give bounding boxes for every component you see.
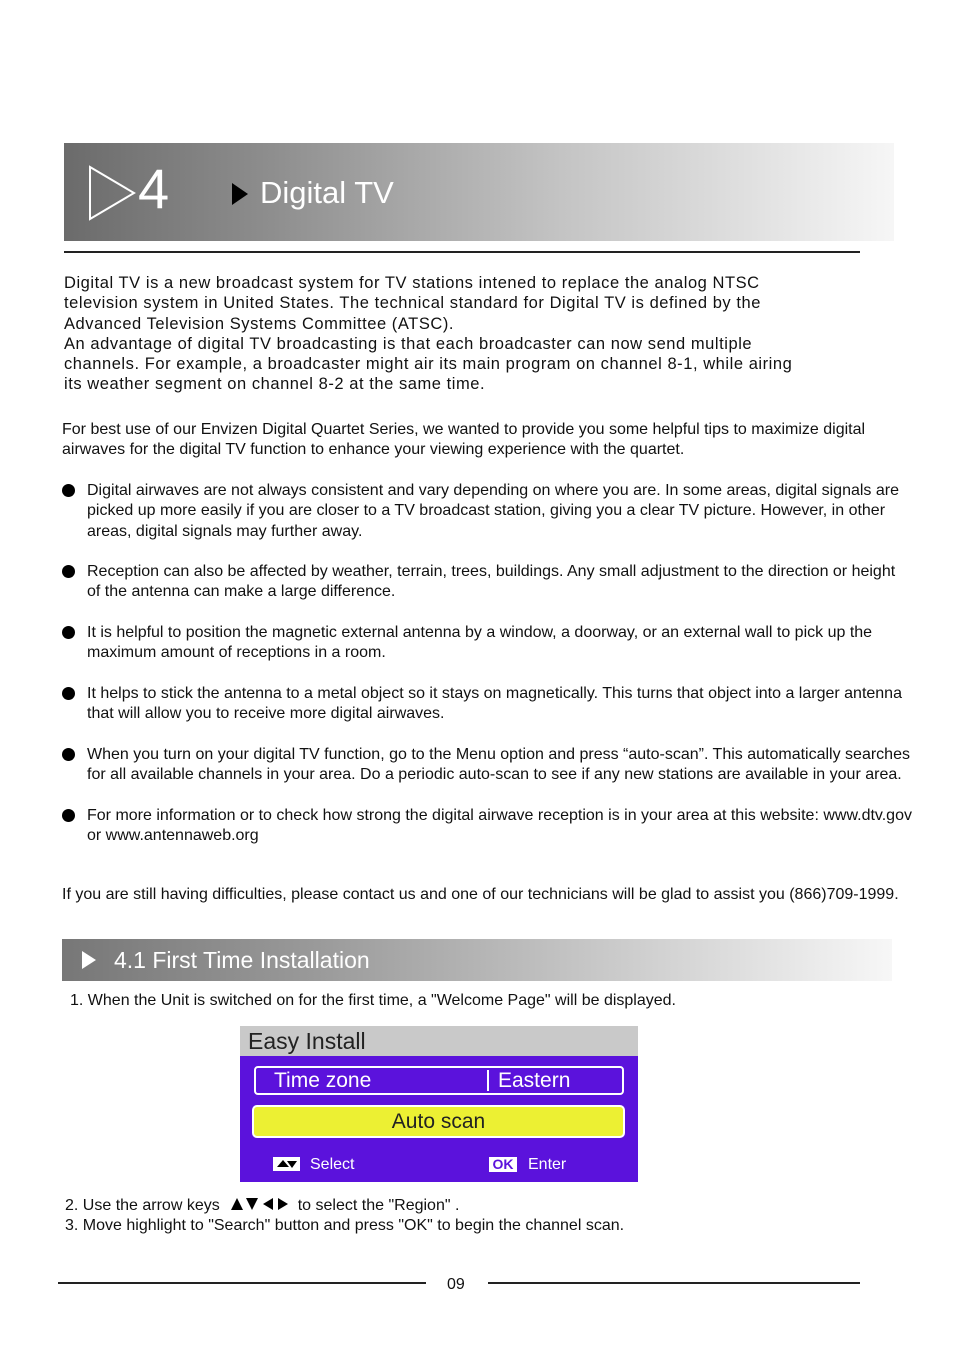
tips-list <box>62 481 912 867</box>
chapter-number: 4 <box>138 157 170 220</box>
row-divider <box>487 1070 489 1091</box>
step-2 <box>65 1196 885 1216</box>
step-2-text-before: 2. Use the arrow keys <box>65 1197 220 1214</box>
bullet-text: Reception can also be affected by weather, terrain, trees, buildings. Any small adjustment to the direction or height of the antenna can make a large difference. <box>87 563 896 601</box>
chapter-banner <box>64 143 894 241</box>
section-title: 4.1 First Time Installation <box>114 947 370 973</box>
footer-divider-left <box>58 1282 426 1284</box>
easy-install-screen <box>240 1026 638 1182</box>
footer-divider-right <box>488 1282 860 1284</box>
timezone-value: Eastern <box>498 1069 571 1092</box>
tips-intro: For best use of our Envizen Digital Quartet Series, we wanted to provide you some helpful tips to maximize digital airwaves for the digital TV function to enhance your viewing experience with the quartet. <box>62 421 866 459</box>
bullet-icon <box>62 809 75 822</box>
bullet-text: For more information or to check how strong the digital airwave reception is in your area at this website: www.dtv.gov or www.antennaweb.org <box>87 806 912 845</box>
list-item <box>62 684 912 725</box>
step-3: 3. Move highlight to "Search" button and press "OK" to begin the channel scan. <box>65 1217 625 1234</box>
timezone-row <box>254 1066 624 1095</box>
bullet-icon <box>62 687 75 700</box>
bullet-text: It is helpful to position the magnetic external antenna by a window, a doorway, or an external wall to pick up the maximum amount of receptions in a room. <box>87 624 873 662</box>
select-label: Select <box>310 1156 355 1173</box>
play-arrow-icon <box>82 951 96 969</box>
list-item <box>62 745 912 786</box>
arrow-keys-icon <box>273 1157 300 1171</box>
play-arrow-icon <box>232 183 248 205</box>
intro-line: its weather segment on channel 8-2 at the same time. <box>64 375 486 394</box>
intro-line: channels. For example, a broadcaster might air its main program on channel 8-1, while airing <box>64 355 793 374</box>
page-number: 09 <box>447 1276 465 1293</box>
intro-line: Advanced Television Systems Committee (ATSC). <box>64 314 455 333</box>
bullet-icon <box>62 484 75 497</box>
bullet-icon <box>62 748 75 761</box>
chapter-triangle-icon <box>88 165 136 221</box>
timezone-label: Time zone <box>274 1069 372 1092</box>
enter-label: Enter <box>528 1156 567 1173</box>
chapter-divider <box>64 251 860 253</box>
step-2-text-after: to select the "Region" . <box>297 1197 460 1214</box>
bullet-text: It helps to stick the antenna to a metal object so it stays on magnetically. This turns that object into a larger antenna that will allow you to receive more digital airwaves. <box>87 684 902 723</box>
bullet-text: When you turn on your digital TV function, go to the Menu option and press “auto-scan”. This automatically searches for all available channels in your area. Do a periodic auto-scan to see if any new stations are available in your area. <box>87 745 910 784</box>
list-item <box>62 481 912 542</box>
list-item <box>62 562 912 603</box>
chapter-title: Digital TV <box>260 175 394 210</box>
ok-key-icon: OK <box>489 1157 517 1172</box>
auto-scan-button: Auto scan <box>252 1105 625 1138</box>
intro-line: An advantage of digital TV broadcasting is that each broadcaster can now send multiple <box>64 334 753 353</box>
arrow-keys-icon <box>230 1197 292 1211</box>
bullet-icon <box>62 626 75 639</box>
support-text: If you are still having difficulties, please contact us and one of our technicians will be glad to assist you (866)709-1999. <box>62 886 899 903</box>
bullet-text: Digital airwaves are not always consistent and vary depending on where you are. In some areas, digital signals are picked up more easily if you are closer to a TV broadcast station, giving you a clear TV picture. However, in other areas, digital signals may further away. <box>87 482 899 540</box>
bullet-icon <box>62 565 75 578</box>
intro-text <box>64 273 894 395</box>
list-item <box>62 623 912 664</box>
osd-title: Easy Install <box>240 1026 638 1056</box>
intro-line: television system in United States. The technical standard for Digital TV is defined by the <box>64 294 761 313</box>
step-1: 1. When the Unit is switched on for the first time, a "Welcome Page" will be displayed. <box>70 992 676 1009</box>
intro-line: Digital TV is a new broadcast system for TV stations intened to replace the analog NTSC <box>64 274 760 292</box>
section-banner <box>62 939 892 981</box>
list-item <box>62 806 912 847</box>
